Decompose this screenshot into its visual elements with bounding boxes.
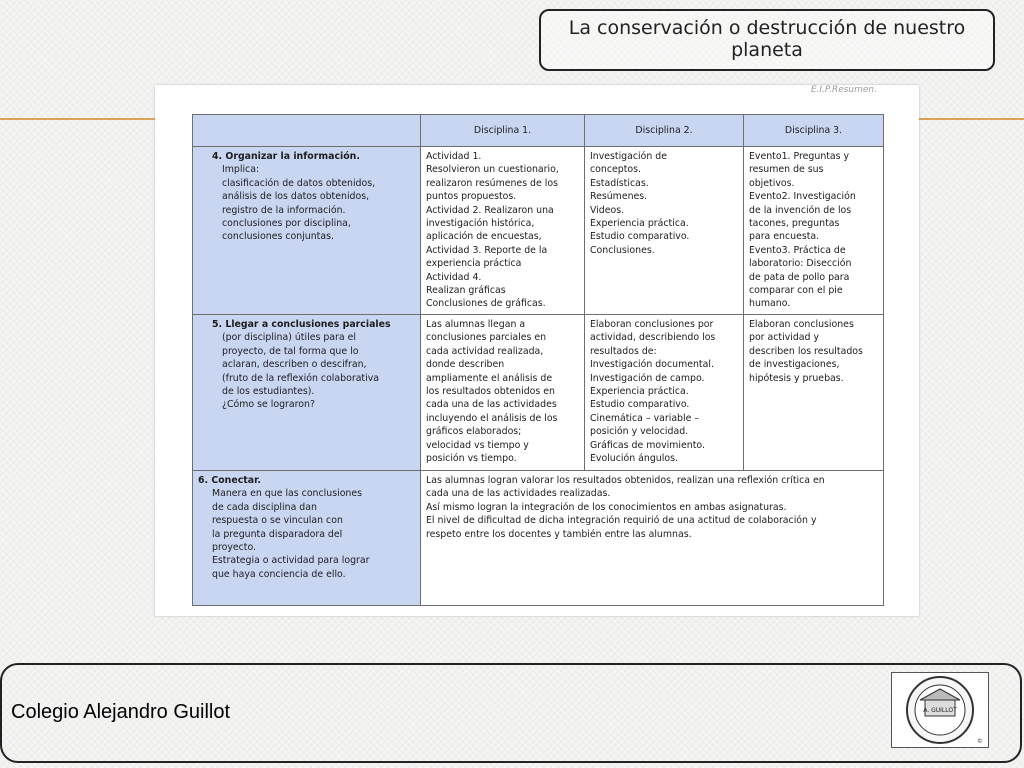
cell-line: proyecto. bbox=[212, 542, 257, 554]
header-empty-cell bbox=[193, 115, 421, 147]
summary-table bbox=[192, 114, 884, 606]
cell-conclusions-d3 bbox=[744, 315, 884, 471]
cell-line: Elaboran conclusiones por bbox=[590, 319, 714, 330]
cell-line: Investigación documental. bbox=[590, 359, 714, 371]
cell-line: Resúmenes. bbox=[590, 191, 648, 203]
row-label-lines bbox=[198, 331, 415, 411]
cell-line: donde describen bbox=[426, 359, 505, 371]
slide-title-line-2: planeta bbox=[731, 39, 803, 61]
cell-line: Evolución ángulos. bbox=[590, 453, 678, 465]
row-label-conclusions: 5. Llegar a conclusiones parciales (por disciplina) útiles para el proyecto, de tal forma que lo aclaran, describen o descifran, (fruto de la reflexión colaborativa de los estudiantes). ¿Cómo se lograron? bbox=[193, 315, 421, 471]
document-caption: E.I.P.Resumen. bbox=[810, 85, 877, 95]
cell-line: realizaron resúmenes de los bbox=[426, 177, 558, 189]
cell-line: de pata de pollo para bbox=[749, 271, 850, 283]
school-seal-logo bbox=[891, 672, 989, 748]
cell-organize-d2 bbox=[585, 147, 744, 315]
cell-line: aclaran, describen o descifran, bbox=[222, 359, 367, 371]
cell-line: Resolvieron un cuestionario, bbox=[426, 164, 559, 176]
cell-line: Estudio comparativo. bbox=[590, 231, 690, 243]
cell-line: resultados de: bbox=[590, 345, 657, 357]
cell-line: Investigación de bbox=[590, 151, 668, 162]
cell-line: posición vs tiempo. bbox=[426, 453, 517, 465]
cell-line: Evento3. Práctica de bbox=[749, 244, 846, 256]
cell-line: Gráficas de movimiento. bbox=[590, 439, 705, 451]
cell-line: Experiencia práctica. bbox=[590, 386, 689, 398]
cell-line: Manera en que las conclusiones bbox=[212, 488, 363, 500]
cell-line: gráficos elaborados; bbox=[426, 426, 522, 438]
cell-line: Actividad 2. Realizaron una bbox=[426, 204, 554, 216]
cell-line: cada actividad realizada, bbox=[426, 345, 544, 357]
cell-line: Actividad 3. Reporte de la bbox=[426, 244, 548, 256]
header-discipline-1: Disciplina 1. bbox=[421, 115, 585, 147]
cell-line: conclusiones parciales en bbox=[426, 332, 547, 344]
seal-text: A. GUILLOT bbox=[923, 707, 957, 714]
row-label-lines bbox=[198, 163, 415, 243]
cell-line: humano. bbox=[749, 298, 791, 310]
school-name: Colegio Alejandro Guillot bbox=[11, 701, 231, 723]
cell-line: Realizan gráficas bbox=[426, 285, 506, 297]
seal-icon bbox=[892, 673, 988, 747]
cell-line: actividad, describiendo los bbox=[590, 332, 716, 344]
svg-text:©: © bbox=[977, 738, 983, 745]
cell-line: de investigaciones, bbox=[749, 359, 840, 371]
cell-line: hipótesis y pruebas. bbox=[749, 372, 844, 384]
cell-line: tacones, preguntas bbox=[749, 218, 840, 230]
cell-line: cada una de las actividades realizadas. bbox=[426, 488, 611, 500]
cell-line: Implica: bbox=[222, 164, 260, 176]
cell-line: objetivos. bbox=[749, 177, 795, 189]
cell-line: Evento2. Investigación bbox=[749, 191, 856, 203]
cell-line: Videos. bbox=[590, 204, 625, 216]
cell-line: Evento1. Preguntas y bbox=[749, 151, 850, 162]
cell-line: por actividad y bbox=[749, 332, 820, 344]
cell-line: proyecto, de tal forma que lo bbox=[222, 345, 359, 357]
table-row-conclusions bbox=[193, 315, 884, 471]
cell-line: Estrategia o actividad para lograr bbox=[212, 555, 370, 567]
cell-line: para encuesta. bbox=[749, 231, 820, 243]
cell-connect-merged bbox=[421, 471, 884, 606]
cell-line: respuesta o se vinculan con bbox=[212, 515, 343, 527]
cell-line: investigación histórica, bbox=[426, 218, 535, 230]
cell-line: conclusiones por disciplina, bbox=[222, 218, 351, 230]
cell-line: Conclusiones de gráficas. bbox=[426, 298, 546, 310]
cell-line: Así mismo logran la integración de los conocimientos en ambas asignaturas. bbox=[426, 501, 787, 513]
cell-line: Estadísticas. bbox=[590, 177, 649, 189]
cell-line: El nivel de dificultad de dicha integración requirió de una actitud de colaboración y bbox=[426, 515, 817, 527]
cell-line: de los estudiantes). bbox=[222, 386, 315, 398]
cell-line: Experiencia práctica. bbox=[590, 218, 689, 230]
document-image bbox=[155, 85, 919, 616]
cell-line: aplicación de encuestas, bbox=[426, 231, 542, 243]
accent-line-right bbox=[919, 118, 1024, 120]
cell-line: experiencia práctica bbox=[426, 258, 522, 270]
cell-line: velocidad vs tiempo y bbox=[426, 439, 529, 451]
cell-line: describen los resultados bbox=[749, 345, 863, 357]
cell-conclusions-d2 bbox=[585, 315, 744, 471]
cell-line: de la invención de los bbox=[749, 204, 852, 216]
row-label-lines bbox=[198, 487, 415, 581]
cell-conclusions-d1 bbox=[421, 315, 585, 471]
cell-line: de cada disciplina dan bbox=[212, 501, 317, 513]
cell-line: comparar con el pie bbox=[749, 285, 843, 297]
header-discipline-3: Disciplina 3. bbox=[744, 115, 884, 147]
cell-line: Actividad 1. bbox=[426, 151, 482, 162]
cell-line: conceptos. bbox=[590, 164, 641, 176]
cell-line: Conclusiones. bbox=[590, 244, 655, 256]
cell-line: registro de la información. bbox=[222, 204, 346, 216]
cell-line: conclusiones conjuntas. bbox=[222, 231, 334, 243]
cell-line: ampliamente el análisis de bbox=[426, 372, 553, 384]
cell-line: (fruto de la reflexión colaborativa bbox=[222, 372, 380, 384]
cell-line: Las alumnas llegan a bbox=[426, 319, 526, 330]
table-row-organize bbox=[193, 147, 884, 315]
cell-line: resumen de sus bbox=[749, 164, 824, 176]
cell-line: ¿Cómo se lograron? bbox=[222, 399, 315, 411]
cell-line: Cinemática – variable – bbox=[590, 412, 700, 424]
table-row-connect bbox=[193, 471, 884, 606]
cell-organize-d3 bbox=[744, 147, 884, 315]
cell-line: la pregunta disparadora del bbox=[212, 528, 343, 540]
slide-title bbox=[539, 9, 995, 71]
slide-title-line-1: La conservación o destrucción de nuestro bbox=[568, 17, 966, 39]
cell-line: cada una de las actividades bbox=[426, 399, 557, 411]
cell-line: incluyendo el análisis de los bbox=[426, 412, 558, 424]
cell-line: Las alumnas logran valorar los resultados obtenidos, realizan una reflexión crítica en bbox=[426, 475, 825, 486]
cell-line: análisis de los datos obtenidos, bbox=[222, 191, 370, 203]
row-label-connect: 6. Conectar. Manera en que las conclusiones de cada disciplina dan respuesta o se vinculan con la pregunta disparadora del proyecto. Estrategia o actividad para lograr que haya conciencia de ello. bbox=[193, 471, 421, 606]
header-discipline-2: Disciplina 2. bbox=[585, 115, 744, 147]
cell-line: Investigación de campo. bbox=[590, 372, 705, 384]
cell-line: que haya conciencia de ello. bbox=[212, 568, 346, 580]
table-header-row bbox=[193, 115, 884, 147]
row-label-organize: 4. Organizar la información. Implica: clasificación de datos obtenidos, análisis de los datos obtenidos, registro de la información. conclusiones por disciplina, conclusiones conjuntas. bbox=[193, 147, 421, 315]
cell-line: Estudio comparativo. bbox=[590, 399, 690, 411]
cell-line: clasificación de datos obtenidos, bbox=[222, 177, 376, 189]
cell-line: Actividad 4. bbox=[426, 271, 482, 283]
cell-line: (por disciplina) útiles para el bbox=[222, 332, 356, 344]
cell-organize-d1 bbox=[421, 147, 585, 315]
cell-line: respeto entre los docentes y también entre las alumnas. bbox=[426, 528, 692, 540]
accent-line-left bbox=[0, 118, 156, 120]
cell-line: posición y velocidad. bbox=[590, 426, 689, 438]
cell-line: laboratorio: Disección bbox=[749, 258, 852, 270]
cell-line: los resultados obtenidos en bbox=[426, 386, 555, 398]
cell-line: puntos propuestos. bbox=[426, 191, 517, 203]
cell-line: Elaboran conclusiones bbox=[749, 319, 854, 330]
